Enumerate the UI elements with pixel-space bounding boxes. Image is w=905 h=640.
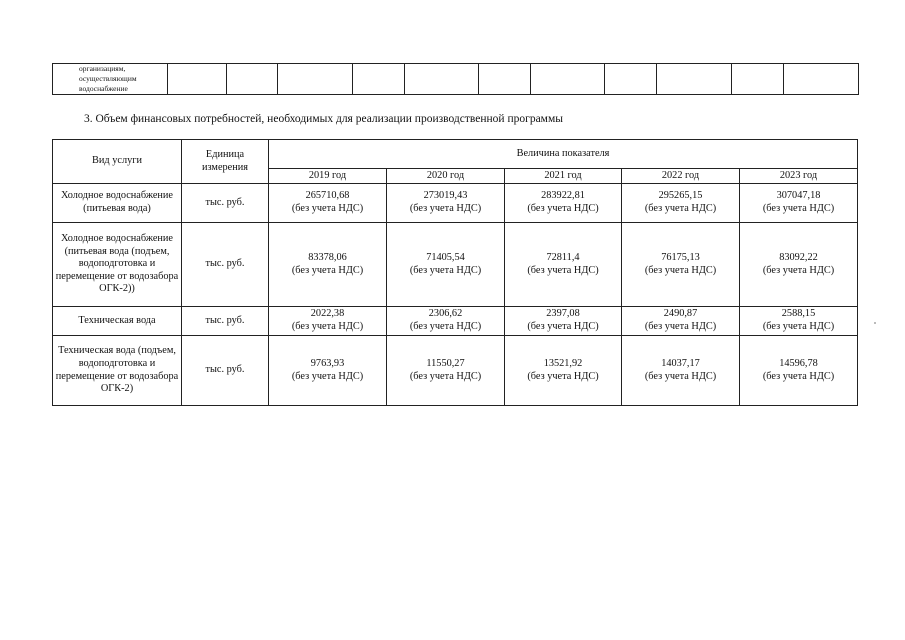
vat-note: (без учета НДС) [527, 264, 599, 276]
value-cell [387, 184, 505, 223]
value-cell [740, 223, 858, 307]
value-cell [740, 307, 858, 336]
header-unit-line: Единица [205, 148, 245, 160]
value-cell [505, 307, 622, 336]
value: 14596,78 [779, 357, 818, 369]
header-unit-line: измерения [202, 161, 248, 173]
value-cell [387, 223, 505, 307]
fragment-cell [353, 64, 405, 95]
value-cell [505, 184, 622, 223]
value-cell [269, 223, 387, 307]
year-header: 2023 год [740, 169, 858, 184]
service-cell: Техническая вода [53, 307, 182, 336]
section-heading: 3. Объем финансовых потребностей, необходимых для реализации производственной программы [84, 113, 563, 125]
fragment-label-line: организациям, [79, 64, 126, 73]
value: 13521,92 [543, 357, 583, 369]
value-cell [505, 223, 622, 307]
value: 2397,08 [546, 308, 580, 320]
fragment-label-line: водоснабжение [79, 84, 128, 93]
vat-note: (без учета НДС) [409, 370, 482, 382]
service-cell: Техническая вода (подъем, водоподготовка и перемещение от водозабора ОГК-2) [53, 336, 182, 406]
table-row [53, 336, 858, 406]
fragment-cell [784, 64, 859, 95]
vat-note: (без учета НДС) [409, 321, 482, 332]
vat-note: (без учета НДС) [527, 321, 599, 332]
vat-note: (без учета НДС) [409, 264, 482, 276]
value: 83092,22 [779, 251, 818, 263]
fragment-cell [405, 64, 479, 95]
value: 295265,15 [658, 190, 703, 202]
vat-note: (без учета НДС) [291, 370, 364, 382]
value: 2588,15 [781, 308, 816, 320]
financial-needs-table [52, 139, 858, 406]
value: 265710,68 [305, 190, 350, 202]
value: 2306,62 [428, 308, 463, 320]
year-header: 2020 год [387, 169, 505, 184]
unit-cell: тыс. руб. [182, 223, 269, 307]
scan-artifact [874, 322, 876, 324]
unit-cell: тыс. руб. [182, 184, 269, 223]
header-value-group: Величина показателя [269, 140, 858, 169]
header-unit [182, 140, 269, 184]
table-row [53, 223, 858, 307]
table-row [53, 184, 858, 223]
fragment-label-line: осуществляющим [79, 74, 137, 83]
value: 11550,27 [426, 357, 465, 369]
vat-note: (без учета НДС) [527, 370, 599, 382]
value-cell [622, 184, 740, 223]
value-cell [269, 307, 387, 336]
value: 283922,81 [541, 190, 585, 202]
table-row [53, 307, 858, 336]
value-cell [622, 307, 740, 336]
service-cell: Холодное водоснабжение (питьевая вода (подъем, водоподготовка и перемещение от водозабора ОГК-2)) [53, 223, 182, 307]
vat-note: (без учета НДС) [644, 321, 717, 332]
value: 72811,4 [546, 251, 580, 263]
vat-note: (без учета НДС) [644, 370, 717, 382]
year-header: 2019 год [269, 169, 387, 184]
fragment-cell [605, 64, 657, 95]
value-cell [269, 184, 387, 223]
value: 83378,06 [308, 251, 347, 263]
value-cell [387, 336, 505, 406]
fragment-cell [278, 64, 353, 95]
vat-note: (без учета НДС) [762, 203, 835, 214]
vat-note: (без учета НДС) [762, 370, 835, 382]
value: 76175,13 [661, 251, 700, 263]
vat-note: (без учета НДС) [291, 264, 364, 276]
previous-table-fragment [52, 63, 859, 95]
vat-note: (без учета НДС) [644, 203, 717, 214]
value-cell [505, 336, 622, 406]
fragment-cell [657, 64, 732, 95]
value: 273019,43 [423, 190, 468, 202]
fragment-cell [732, 64, 784, 95]
vat-note: (без учета НДС) [291, 321, 364, 332]
header-service: Вид услуги [53, 140, 182, 184]
vat-note: (без учета НДС) [762, 321, 835, 332]
value: 9763,93 [310, 357, 345, 369]
value-cell [740, 336, 858, 406]
year-header: 2022 год [622, 169, 740, 184]
year-header: 2021 год [505, 169, 622, 184]
value: 2490,87 [663, 308, 698, 320]
value: 2022,38 [310, 308, 345, 320]
value-cell [622, 336, 740, 406]
unit-cell: тыс. руб. [182, 336, 269, 406]
fragment-label-cell [53, 64, 168, 95]
value: 71405,54 [426, 251, 465, 263]
header-row [53, 140, 858, 169]
value-cell [269, 336, 387, 406]
fragment-cell [531, 64, 605, 95]
value-cell [740, 184, 858, 223]
vat-note: (без учета НДС) [762, 264, 835, 276]
fragment-cell [227, 64, 278, 95]
service-cell: Холодное водоснабжение (питьевая вода) [53, 184, 182, 223]
value-cell [622, 223, 740, 307]
vat-note: (без учета НДС) [291, 203, 364, 214]
value: 307047,18 [776, 190, 821, 202]
vat-note: (без учета НДС) [409, 203, 482, 214]
vat-note: (без учета НДС) [644, 264, 717, 276]
fragment-cell [168, 64, 227, 95]
value: 14037,17 [661, 357, 700, 369]
vat-note: (без учета НДС) [527, 203, 599, 214]
unit-cell: тыс. руб. [182, 307, 269, 336]
value-cell [387, 307, 505, 336]
fragment-cell [479, 64, 531, 95]
